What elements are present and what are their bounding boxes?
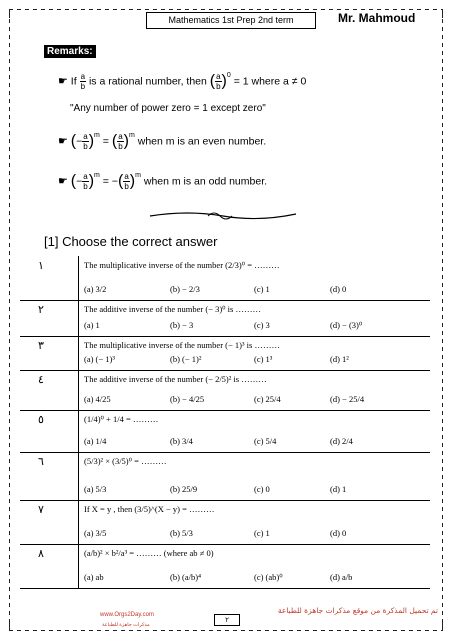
- option-b[interactable]: (b) 3/4: [170, 436, 193, 446]
- option-d[interactable]: (d) 0: [330, 528, 347, 538]
- question-number: ٣: [38, 340, 44, 352]
- question-row: [20, 256, 430, 301]
- option-a[interactable]: (a) 5/3: [84, 484, 107, 494]
- question-row: [20, 410, 430, 453]
- header-title: Mathematics 1st Prep 2nd term: [146, 12, 316, 29]
- option-c[interactable]: (c) 1: [254, 284, 270, 294]
- option-d[interactable]: (d) 0: [330, 284, 347, 294]
- remark-1-quote: "Any number of power zero = 1 except zero": [70, 103, 266, 114]
- question-text: The multiplicative inverse of the number (2/3)⁰ = ………: [84, 260, 280, 270]
- question-number: ١: [38, 260, 44, 272]
- question-row: [20, 452, 430, 501]
- question-row: [20, 370, 430, 411]
- question-row: [20, 336, 430, 371]
- pointing-hand-icon: ☛: [58, 175, 68, 188]
- question-divider: [78, 336, 79, 370]
- question-text: The additive inverse of the number (− 3)⁰ is ………: [84, 304, 261, 314]
- option-b[interactable]: (b) (a/b)⁴: [170, 572, 202, 582]
- option-b[interactable]: (b) − 2/3: [170, 284, 200, 294]
- question-number: ٤: [38, 374, 44, 386]
- question-text: The additive inverse of the number (− 2/5)² is ………: [84, 374, 267, 384]
- ornamental-divider: [148, 208, 298, 222]
- option-b[interactable]: (b) − 4/25: [170, 394, 205, 404]
- option-a[interactable]: (a) 1: [84, 320, 100, 330]
- fraction-a-over-b: $\frac{a}{b}$: [80, 72, 86, 91]
- option-d[interactable]: (d) − (3)⁰: [330, 320, 363, 330]
- remark-2-text: when m is an even number.: [137, 135, 267, 148]
- remark-3: ☛ (− $\frac{a}{b}$ )$^m$ = −( $\frac{a}{b}$ )$^m$ when m is an odd number.: [58, 172, 268, 191]
- question-text: If X = y , then (3/5)^(X − y) = ………: [84, 504, 215, 514]
- option-c[interactable]: (c) 1³: [254, 354, 273, 364]
- option-b[interactable]: (b) (− 1)²: [170, 354, 202, 364]
- option-a[interactable]: (a) (− 1)³: [84, 354, 115, 364]
- question-text: (5/3)² × (3/5)⁰ = ………: [84, 456, 167, 466]
- remark-1: ☛ If $\frac{a}{b}$ is a rational number, then ( $\frac{a}{b}$ )$^0$ = 1 where a ≠ 0: [58, 72, 307, 91]
- question-divider: [78, 410, 79, 452]
- question-text: The multiplicative inverse of the number (− 1)³ is ………: [84, 340, 280, 350]
- question-row: [20, 544, 430, 589]
- option-c[interactable]: (c) 0: [254, 484, 270, 494]
- option-c[interactable]: (c) 3: [254, 320, 270, 330]
- option-a[interactable]: (a) 4/25: [84, 394, 111, 404]
- option-a[interactable]: (a) 3/2: [84, 284, 107, 294]
- remark-2: ☛ (− $\frac{a}{b}$ )$^m$ = ( $\frac{a}{b}$ )$^m$ when m is an even number.: [58, 132, 267, 151]
- question-divider: [78, 256, 79, 300]
- watermark-arabic: مذكرات جاهزة للطباعة: [102, 623, 150, 628]
- remarks-label: Remarks:: [44, 45, 96, 58]
- section-title: [1] Choose the correct answer: [44, 234, 218, 249]
- question-number: ٦: [38, 456, 44, 468]
- option-d[interactable]: (d) 2/4: [330, 436, 353, 446]
- option-d[interactable]: (d) − 25/4: [330, 394, 365, 404]
- remark-1-middle: is a rational number, then: [88, 75, 207, 88]
- question-divider: [78, 500, 79, 544]
- question-number: ٥: [38, 414, 44, 426]
- option-b[interactable]: (b) 5/3: [170, 528, 193, 538]
- option-b[interactable]: (b) 25/9: [170, 484, 198, 494]
- watermark: www.Orgs2Day.com: [100, 612, 154, 618]
- remark-1-if: If: [70, 75, 77, 88]
- option-a[interactable]: (a) 1/4: [84, 436, 107, 446]
- question-divider: [78, 452, 79, 500]
- option-c[interactable]: (c) 5/4: [254, 436, 277, 446]
- option-d[interactable]: (d) 1²: [330, 354, 349, 364]
- option-a[interactable]: (a) 3/5: [84, 528, 107, 538]
- remark-3-text: when m is an odd number.: [143, 175, 268, 188]
- option-c[interactable]: (c) 25/4: [254, 394, 281, 404]
- question-row: [20, 500, 430, 545]
- header-author: Mr. Mahmoud: [338, 11, 416, 25]
- option-a[interactable]: (a) ab: [84, 572, 104, 582]
- remark-1-end: = 1 where a ≠ 0: [233, 75, 307, 88]
- pointing-hand-icon: ☛: [58, 75, 68, 88]
- question-text: (1/4)⁰ + 1/4 = ………: [84, 414, 159, 424]
- question-number: ٨: [38, 548, 44, 560]
- pointing-hand-icon: ☛: [58, 135, 68, 148]
- option-d[interactable]: (d) a/b: [330, 572, 353, 582]
- option-c[interactable]: (c) 1: [254, 528, 270, 538]
- question-divider: [78, 370, 79, 410]
- page-number: ٢: [214, 614, 240, 626]
- question-number: ٢: [38, 304, 44, 316]
- question-row: [20, 300, 430, 337]
- question-text: (a/b)² × b²/a³ = ……… (where ab ≠ 0): [84, 548, 214, 558]
- question-number: ٧: [38, 504, 44, 516]
- footer-arabic-note: تم تحميل المذكرة من موقع مذكرات جاهزة للطباعة: [277, 606, 438, 615]
- option-b[interactable]: (b) − 3: [170, 320, 194, 330]
- option-d[interactable]: (d) 1: [330, 484, 347, 494]
- question-divider: [78, 544, 79, 588]
- option-c[interactable]: (c) (ab)⁰: [254, 572, 283, 582]
- question-divider: [78, 300, 79, 336]
